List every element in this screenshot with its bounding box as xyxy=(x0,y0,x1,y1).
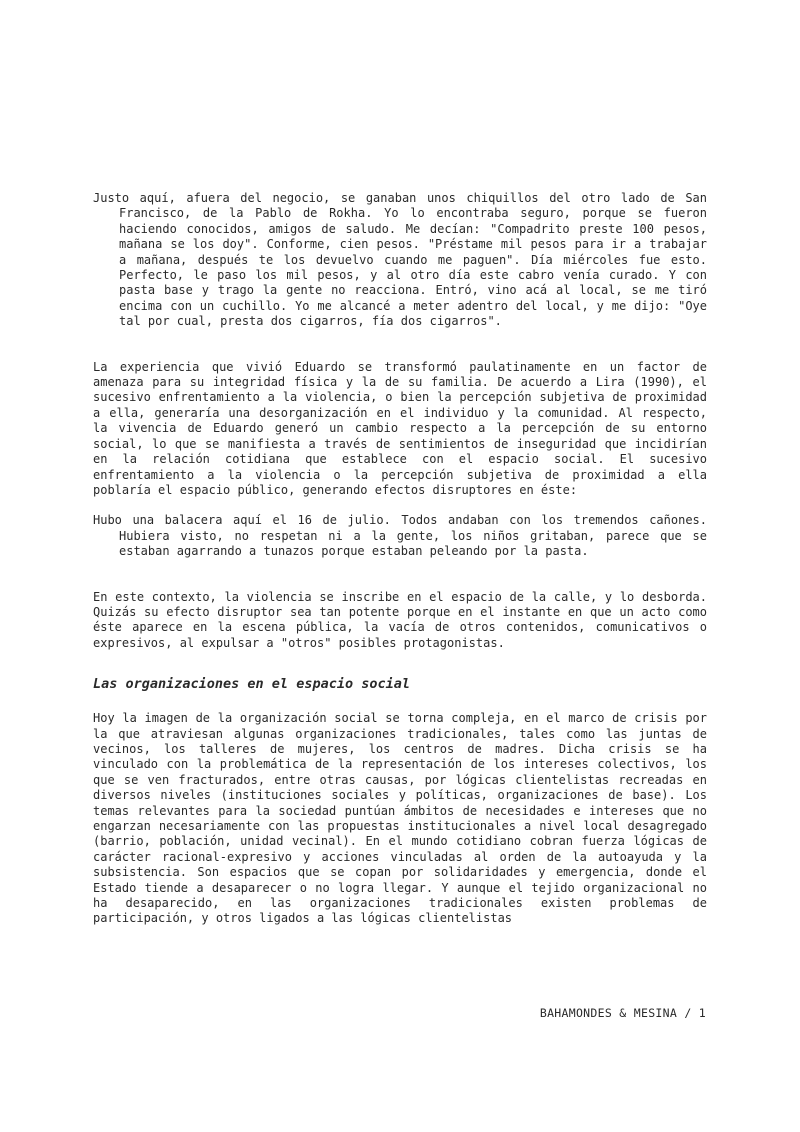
body-paragraph-2: En este contexto, la violencia se inscribe en el espacio de la calle, y lo desborda. Quizás su efecto disruptor sea tan potente porque en el instante en que un acto como éste aparece en la escena pública, la vacía de otros contenidos, comunicativos o expresivos, al expulsar a "otros" posibles protagonistas. xyxy=(93,589,707,650)
section-heading: Las organizaciones en el espacio social xyxy=(93,676,410,693)
body-paragraph-3: Hoy la imagen de la organización social se torna compleja, en el marco de crisis por la que atraviesan algunas organizaciones tradicionales, tales como las juntas de vecinos, los talleres de mujeres, los centros de madres. Dicha crisis se ha vinculado con la problemática de la representación de los intereses colectivos, los que se ven fracturados, entre otras causas, por lógicas clientelistas recreadas en diversos niveles (instituciones sociales y políticas, organizaciones de base). Los temas relevantes para la sociedad puntúan ámbitos de necesidades e intereses que no engarzan necesariamente con las propuestas institucionales a nivel local desagregado (barrio, población, unidad vecinal). En el mundo cotidiano cobran fuerza lógicas de carácter racional-expresivo y acciones vinculadas al orden de la autoayuda y la subsistencia. Son espacios que se copan por solidaridades y emergencia, donde el Estado tiende a desaparecer o no logra llegar. Y aunque el tejido organizacional no ha desaparecido, en las organizaciones tradicionales existen problemas de participación, y otros ligados a las lógicas clientelistas xyxy=(93,711,707,926)
body-paragraph-1: La experiencia que vivió Eduardo se transformó paulatinamente en un factor de amenaza para su integridad física y la de su familia. De acuerdo a Lira (1990), el sucesivo enfrentamiento a la violencia, o bien la percepción subjetiva de proximidad a ella, generaría una desorganización en el individuo y la comunidad. Al respecto, la vivencia de Eduardo generó un cambio respecto a la percepción de su entorno social, lo que se manifiesta a través de sentimientos de inseguridad que incidirían en la relación cotidiana que establece con el espacio social. El sucesivo enfrentamiento a la violencia o la percepción subjetiva de proximidad a ella poblaría el espacio público, generando efectos disruptores en éste: xyxy=(93,359,707,497)
page-footer: BAHAMONDES & MESINA / 1 xyxy=(539,1006,706,1020)
interview-quote-1: Justo aquí, afuera del negocio, se ganaban unos chiquillos del otro lado de San Francisco, de la Pablo de Rokha. Yo lo encontraba seguro, porque se fueron haciendo conocidos, amigos de saludo. Me decían: "Compadrito preste 100 pesos, mañana se los doy". Conforme, cien pesos. "Préstame mil pesos para ir a trabajar a mañana, después te los devuelvo cuando me paguen". Día miércoles fue esto. Perfecto, le paso los mil pesos, y al otro día este cabro venía curado. Y con pasta base y trago la gente no reacciona. Entró, vino acá al local, se me tiró encima con un cuchillo. Yo me alcancé a meter adentro del local, y me dijo: "Oye tal por cual, presta dos cigarros, fía dos cigarros". xyxy=(93,191,707,329)
document-body xyxy=(93,191,707,927)
interview-quote-2: Hubo una balacera aquí el 16 de julio. Todos andaban con los tremendos cañones. Hubiera visto, no respetan ni a la gente, los niños gritaban, parece que se estaban agarrando a tunazos porque estaban peleando por la pasta. xyxy=(93,513,707,559)
